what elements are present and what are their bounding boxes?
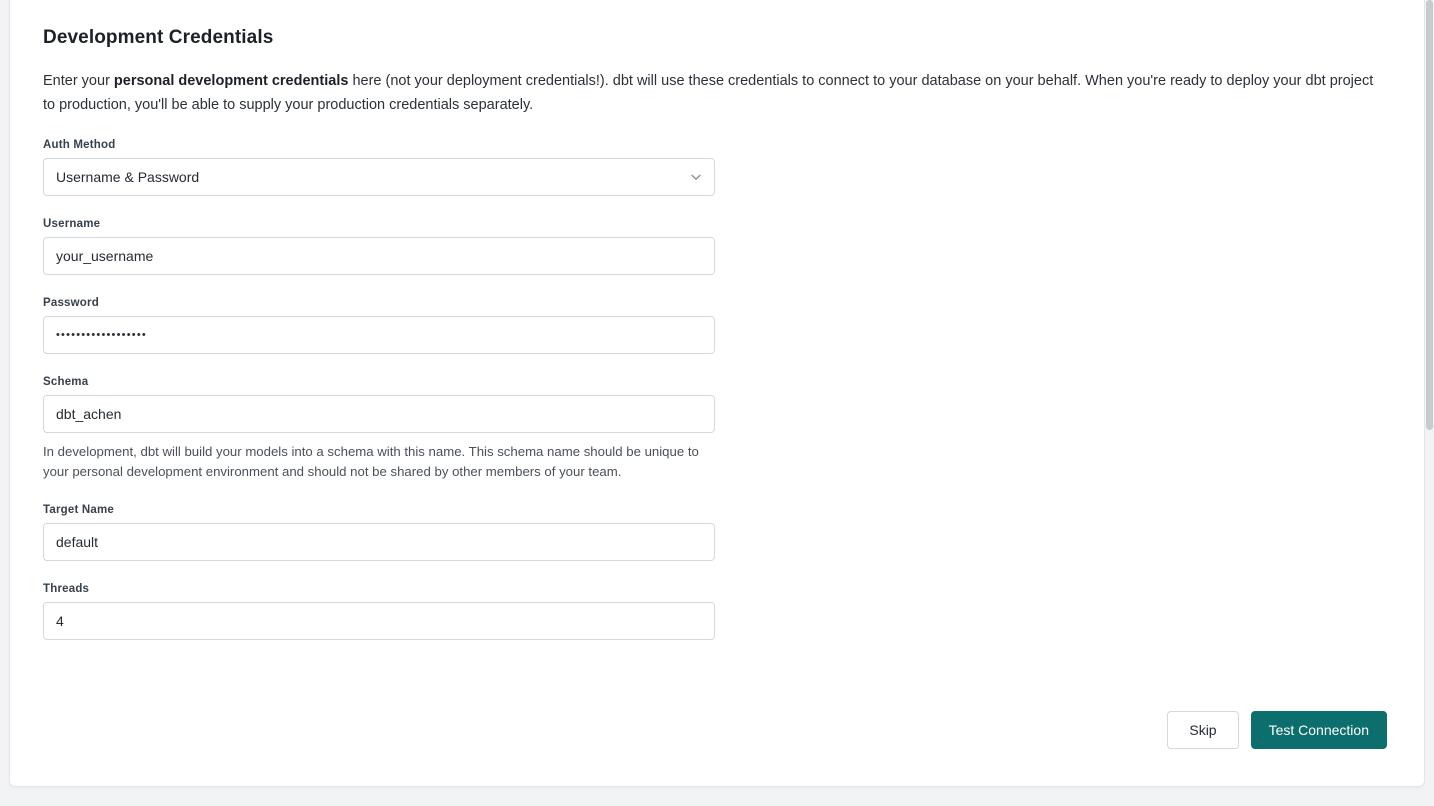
field-target-name [43, 504, 1392, 561]
intro-text-emphasis: personal development credentials [113, 73, 349, 89]
vertical-scrollbar[interactable] [1425, 0, 1434, 806]
threads-label: Threads [43, 583, 90, 595]
password-value: •••••••••••••••••• [56, 329, 147, 341]
page-title: Development Credentials [43, 27, 274, 48]
development-credentials-card [9, 0, 1425, 787]
field-username [43, 218, 1392, 275]
target-name-input[interactable] [43, 523, 715, 561]
intro-text-before: Enter your [43, 73, 114, 89]
schema-label: Schema [43, 376, 89, 388]
skip-button[interactable]: Skip [1167, 711, 1238, 749]
auth-method-value: Username & Password [56, 169, 200, 185]
schema-value: dbt_achen [56, 406, 122, 422]
password-input[interactable] [43, 316, 715, 354]
field-auth-method [43, 139, 1392, 196]
form-actions [1167, 711, 1387, 749]
username-label: Username [43, 218, 101, 230]
password-label: Password [43, 297, 99, 309]
target-name-label: Target Name [43, 504, 115, 516]
schema-helper-text: In development, dbt will build your models into a schema with this name. This schema name should be unique to your personal development environment and should not be shared by other members of your team. [43, 444, 699, 479]
threads-value: 4 [56, 613, 64, 629]
username-input[interactable] [43, 237, 715, 275]
chevron-down-icon [689, 170, 703, 184]
schema-input[interactable] [43, 395, 715, 433]
auth-method-select[interactable] [43, 158, 715, 196]
field-threads [43, 583, 1392, 640]
scrollbar-thumb[interactable] [1426, 0, 1433, 430]
test-connection-button[interactable]: Test Connection [1251, 711, 1387, 749]
field-password [43, 297, 1392, 354]
field-schema [43, 376, 1392, 482]
threads-input[interactable] [43, 602, 715, 640]
target-name-value: default [56, 534, 99, 550]
intro-paragraph [43, 69, 1383, 117]
username-value: your_username [56, 248, 154, 264]
auth-method-label: Auth Method [43, 139, 116, 151]
intro-text-after: here (not your deployment credentials!). dbt will use these credentials to connect to your database on your behalf. When you're ready to deploy your dbt project to production, you'll be able to supply your production credentials separately. [43, 73, 1374, 113]
